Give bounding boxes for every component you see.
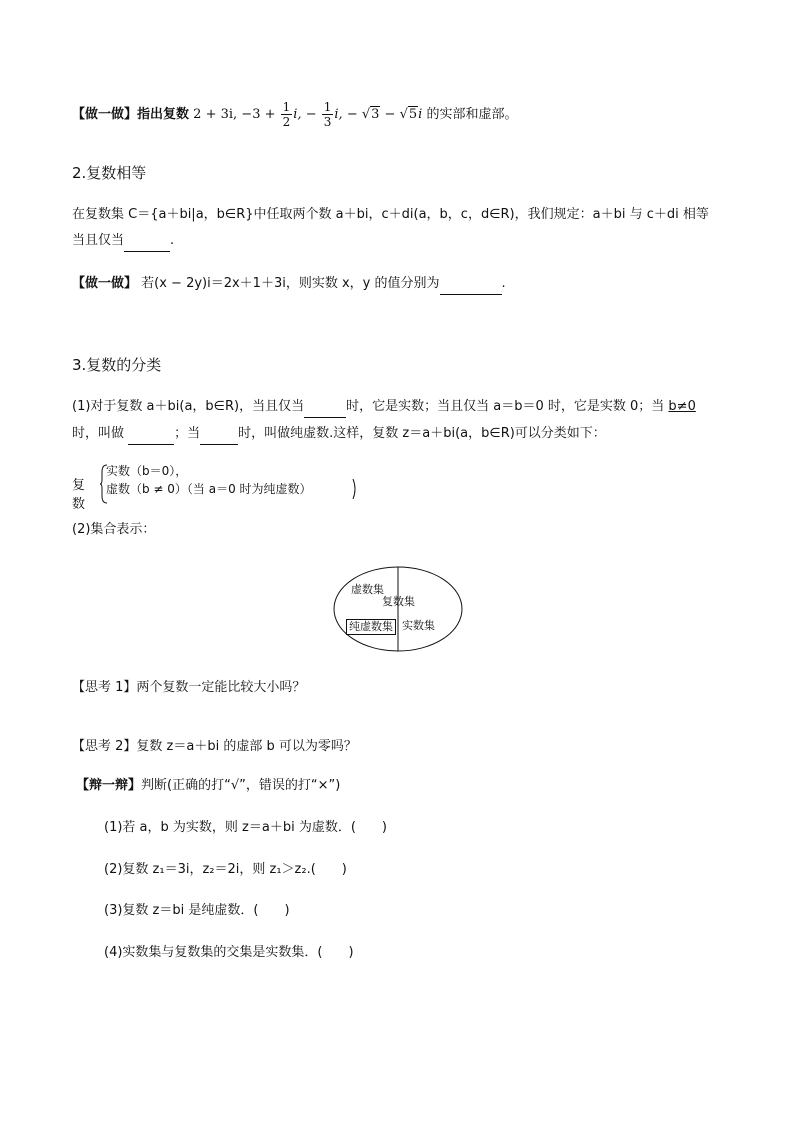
venn-label-real: 实数集 [402,619,435,632]
exercise-lead: 指出复数 [137,107,190,122]
section-2-exercise: 【做一做】 若(x − 2y)i＝2x＋1＋3i，则实数 x，y 的值分别为 . [72,274,506,295]
fraction-half: $\frac{1}{2}$ [282,100,291,129]
right-paren-icon [352,478,358,500]
venn-label-imag: 虚数集 [351,583,384,596]
classification-row-imag: 虚数（b ≠ 0）（当 a＝0 时为纯虚数） [106,482,312,496]
fill-blank [304,397,346,418]
fill-blank [200,424,238,445]
classification-label: 复数 [72,478,86,512]
judge-item-1: (1)若 a，b 为实数，则 z＝a＋bi 为虚数．( ) [104,820,387,835]
section-3-para-3: (2)集合表示： [72,522,156,537]
fill-blank [128,424,174,445]
section-3-title: 3.复数的分类 [72,356,162,374]
judge-item-2: (2)复数 z₁＝3i，z₂＝2i，则 z₁＞z₂.( ) [104,862,347,877]
ellipse-sets-icon [332,565,464,653]
section-3-para-1: (1)对于复数 a＋bi(a，b∈R)，当且仅当 时，它是实数；当且仅当 a＝b＝0 时，它是实数 0；当 b≠0 [72,397,696,418]
judge-item-3: (3)复数 z＝bi 是纯虚数．( ) [104,903,290,918]
section-3-para-2: 时，叫做 ；当 时，叫做纯虚数.这样，复数 z＝a＋bi(a，b∈R)可以分类如下： [72,424,606,445]
exercise-tail: 的实部和虚部。 [426,107,518,122]
fill-blank [124,231,170,252]
judge-heading: 【辩一辩】判断(正确的打“√”，错误的打“×”) [76,778,341,793]
judge-item-4: (4)实数集与复数集的交集是实数集．( ) [104,945,354,960]
sqrt-5: √5 [399,107,418,122]
classification-row-real: 实数（b＝0）， [106,464,188,478]
section-2-title: 2.复数相等 [72,164,147,182]
exercise-line-1 [72,100,518,129]
fill-blank [440,274,502,295]
venn-label-pure: 纯虚数集 [346,619,396,635]
think-1: 【思考 1】两个复数一定能比较大小吗？ [72,680,306,695]
think-2: 【思考 2】复数 z＝a＋bi 的虚部 b 可以为零吗？ [72,739,357,754]
condition-underlined: b≠0 [668,399,696,414]
venn-diagram [332,565,464,657]
judge-tag: 【辩一辩】 [76,778,142,793]
sqrt-3: √3 [361,107,380,122]
complex-list-expr: 2 + 3i, −3 + $\frac{1}{2}$ i, − $\frac{1}{3}$ i, − √3 − √5i [193,100,423,129]
section-2-para-1: 在复数集 C＝{a＋bi|a，b∈R}中任取两个数 a＋bi，c＋di(a，b，c，d∈R)，我们规定：a＋bi 与 c＋di 相等 [72,207,709,222]
fraction-third: $\frac{1}{3}$ [323,100,332,129]
exercise-tag: 【做一做】 [72,107,138,122]
venn-label-complex: 复数集 [382,595,415,608]
exercise-tag: 【做一做】 [72,276,138,291]
section-2-para-2: 当且仅当 . [72,231,174,252]
